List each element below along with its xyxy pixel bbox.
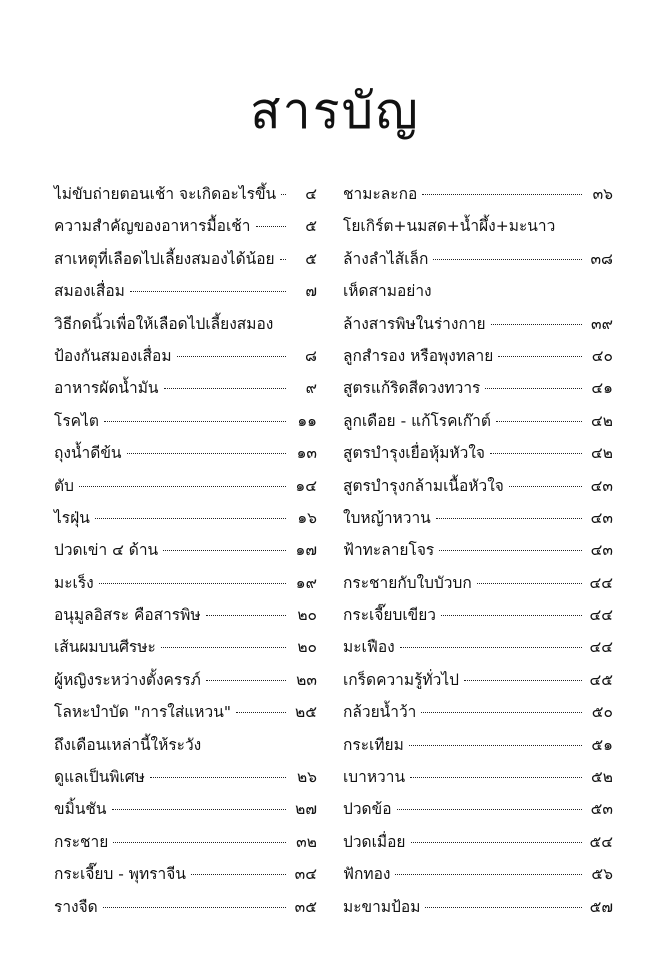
toc-entry [54, 729, 317, 761]
toc-entry-label: ความสำคัญของอาหารมื้อเช้า [54, 217, 251, 236]
toc-entry-label: ไม่ขับถ่ายตอนเช้า จะเกิดอะไรขึ้น [54, 185, 277, 203]
dot-leader [161, 647, 286, 648]
toc-entry-label: รางจืด [54, 897, 98, 916]
dot-leader [397, 809, 582, 810]
toc-entry-label: อาหารผัดน้ำมัน [54, 379, 159, 398]
toc-entry-page-number: ๓๕ [294, 897, 317, 916]
toc-entry-label: กระชาย [54, 832, 109, 851]
toc-entry [343, 243, 613, 275]
toc-entry-page-number: ๕๒ [591, 768, 613, 787]
dot-leader [433, 259, 582, 260]
toc-entry-label: เส้นผมบนศีรษะ [54, 638, 156, 657]
dot-leader [491, 324, 582, 325]
toc-entry-page-number: ๕๖ [591, 865, 613, 884]
toc-entry-label: ลูกสำรอง หรือพุงทลาย [343, 346, 494, 365]
toc-entry [54, 761, 317, 793]
toc-entry-label: กระเทียม [343, 735, 404, 754]
toc-entry-label: ชามะละกอ [343, 185, 418, 203]
toc-entry [54, 470, 317, 502]
toc-entry [54, 405, 317, 437]
toc-entry [343, 340, 613, 372]
toc-entry [343, 599, 613, 631]
toc-entry [343, 437, 613, 469]
dot-leader [104, 421, 286, 422]
toc-entry-page-number: ๔๔ [589, 606, 613, 625]
toc-entry-page-number: ๔๕ [589, 670, 613, 689]
toc-entry-label: สูตรบำรุงกล้ามเนื้อหัวใจ [343, 476, 504, 495]
toc-entry [54, 308, 317, 340]
dot-leader [421, 712, 582, 713]
toc-entry-label: กระเจี๊ยบ - พุทราจีน [54, 865, 186, 884]
toc-entry-page-number: ๓๘ [590, 249, 613, 268]
dot-leader [103, 907, 286, 908]
toc-entry [54, 696, 317, 728]
toc-entry [54, 372, 317, 404]
toc-entry [54, 858, 317, 890]
toc-entry [343, 891, 613, 923]
toc-entry-page-number: ๑๖ [297, 508, 317, 527]
toc-entry [343, 275, 613, 307]
toc-entry-page-number: ๕๗ [589, 897, 613, 916]
toc-entry-page-number: ๕๑ [591, 735, 613, 754]
dot-leader [425, 907, 582, 908]
dot-leader [477, 583, 582, 584]
toc-entry-label: เบาหวาน [343, 768, 406, 787]
toc-entry [54, 275, 317, 307]
toc-entry [54, 826, 317, 858]
dot-leader [395, 874, 582, 875]
toc-entry-page-number: ๔๓ [590, 476, 613, 495]
toc-entry-page-number: ๒๖ [296, 768, 317, 787]
toc-entry-label: ล้างสารพิษในร่างกาย [343, 314, 486, 333]
toc-entry-label: ดูแลเป็นพิเศษ [54, 768, 145, 787]
dot-leader [509, 486, 582, 487]
toc-entry [343, 534, 613, 566]
dot-leader [191, 874, 286, 875]
dot-leader [498, 356, 582, 357]
toc-entry-label: เห็ดสามอย่าง [343, 282, 432, 301]
toc-entry-label: มะขามป้อม [343, 897, 421, 916]
toc-entry-label: สูตรบำรุงเยื่อหุ้มหัวใจ [343, 444, 485, 463]
toc-entry [343, 826, 613, 858]
toc-entry-page-number: ๕ [305, 249, 317, 268]
toc-entry-page-number: ๗ [305, 282, 317, 301]
toc-entry-label: ล้างลำไส้เล็ก [343, 249, 429, 268]
dot-leader [441, 615, 582, 616]
toc-entry-page-number: ๔ [305, 185, 317, 203]
toc-entry-label: สาเหตุที่เลือดไปเลี้ยงสมองได้น้อย [54, 249, 275, 268]
dot-leader [280, 259, 286, 260]
dot-leader [256, 226, 286, 227]
toc-entry [54, 437, 317, 469]
dot-leader [127, 453, 286, 454]
toc-entry-page-number: ๕ [305, 217, 317, 236]
dot-leader [164, 388, 286, 389]
dot-leader [163, 550, 286, 551]
toc-entry-label: ถึงเดือนเหล่านี้ให้ระวัง [54, 735, 202, 754]
toc-entry [343, 502, 613, 534]
toc-entry-page-number: ๑๓ [296, 444, 317, 463]
toc-entry [343, 729, 613, 761]
toc-entry-label: ปวดเมื่อย [343, 832, 406, 851]
toc-entry-page-number: ๕๔ [589, 832, 613, 851]
toc-entry [343, 567, 613, 599]
toc-entry-label: ลูกเดือย - แก้โรคเก๊าต์ [343, 411, 491, 430]
toc-entry [54, 664, 317, 696]
dot-leader [150, 777, 286, 778]
toc-entry [54, 210, 317, 242]
dot-leader [490, 453, 582, 454]
toc-entry-page-number: ๒๐ [297, 606, 317, 625]
toc-entry-label: วิธีกดนิ้วเพื่อให้เลือดไปเลี้ยงสมอง [54, 314, 274, 333]
toc-entry-label: ปวดข้อ [343, 800, 392, 819]
toc-entry-page-number: ๔๓ [590, 508, 613, 527]
toc-entry-label: มะเร็ง [54, 573, 94, 592]
toc-entry-label: กล้วยน้ำว้า [343, 703, 417, 722]
toc-entry-label: โลหะบำบัด "การใส่แหวน" [54, 703, 231, 722]
toc-entry-page-number: ๔๔ [589, 638, 613, 657]
toc-entry-label: ขมิ้นชัน [54, 800, 107, 819]
toc-entry-page-number: ๔๑ [591, 379, 613, 398]
toc-entry-page-number: ๒๗ [295, 800, 317, 819]
toc-entry-label: ฟักทอง [343, 865, 391, 884]
toc-entry-label: ป้องกันสมองเสื่อม [54, 346, 172, 365]
toc-entry-page-number: ๒๕ [295, 703, 317, 722]
toc-entry-label: อนุมูลอิสระ คือสารพิษ [54, 606, 201, 625]
toc-entry [343, 210, 613, 242]
toc-entry-label: ไรฝุ่น [54, 508, 90, 527]
toc-entry-page-number: ๒๓ [296, 670, 317, 689]
toc-entry [343, 308, 613, 340]
dot-leader [236, 712, 286, 713]
toc-entry-page-number: ๔๔ [589, 573, 613, 592]
toc-entry-label: ฟ้าทะลายโจร [343, 541, 435, 560]
toc-entry [54, 631, 317, 663]
dot-leader [436, 518, 582, 519]
dot-leader [112, 809, 286, 810]
toc-entry-label: กระเจี๊ยบเขียว [343, 606, 437, 625]
toc-entry [54, 340, 317, 372]
dot-leader [400, 647, 582, 648]
toc-entry-page-number: ๕๐ [591, 703, 613, 722]
dot-leader [281, 194, 286, 195]
toc-entry-label: โรคไต [54, 411, 99, 430]
toc-entry-page-number: ๑๙ [295, 573, 317, 592]
toc-entry [343, 793, 613, 825]
toc-entry [343, 405, 613, 437]
toc-entry-label: ผู้หญิงระหว่างตั้งครรภ์ [54, 670, 201, 689]
toc-entry-page-number: ๔๒ [591, 411, 613, 430]
toc-entry-label: ถุงน้ำดีข้น [54, 444, 122, 463]
toc-entry [343, 631, 613, 663]
dot-leader [409, 745, 582, 746]
toc-entry-label: มะเฟือง [343, 638, 395, 657]
toc-entry-page-number: ๘ [305, 346, 317, 365]
toc-entry-page-number: ๓๖ [592, 185, 613, 203]
toc-right-column [343, 178, 613, 923]
toc-entry-label: สูตรแก้ริดสีดวงทวาร [343, 379, 481, 398]
toc-entry-page-number: ๓๔ [294, 865, 317, 884]
toc-entry-page-number: ๑๑ [297, 411, 317, 430]
toc-entry-page-number: ๔๓ [590, 541, 613, 560]
dot-leader [464, 680, 582, 681]
toc-entry-page-number: ๔๐ [591, 346, 613, 365]
dot-leader [177, 356, 286, 357]
dot-leader [485, 388, 582, 389]
toc-entry [54, 891, 317, 923]
toc-entry-page-number: ๕๓ [590, 800, 613, 819]
toc-entry [54, 178, 317, 210]
toc-entry [54, 599, 317, 631]
dot-leader [422, 194, 582, 195]
toc-entry [343, 696, 613, 728]
dot-leader [79, 486, 286, 487]
toc-entry [343, 761, 613, 793]
toc-left-column [54, 178, 317, 923]
dot-leader [113, 842, 286, 843]
toc-entry-page-number: ๔๒ [591, 444, 613, 463]
toc-entry-label: ปวดเข่า ๔ ด้าน [54, 541, 159, 560]
toc-entry-page-number: ๙ [305, 379, 317, 398]
toc-entry-page-number: ๓๙ [591, 314, 613, 333]
toc-entry-label: กระชายกับใบบัวบก [343, 573, 472, 592]
toc-entry-label: โยเกิร์ต+นมสด+น้ำผึ้ง+มะนาว [343, 217, 556, 236]
dot-leader [411, 842, 582, 843]
toc-entry [343, 372, 613, 404]
toc-entry-label: เกร็ดความรู้ทั่วไป [343, 670, 459, 689]
toc-entry-page-number: ๒๐ [297, 638, 317, 657]
toc-entry-page-number: ๑๔ [295, 476, 317, 495]
toc-entry [343, 470, 613, 502]
toc-entry [54, 243, 317, 275]
page-title: สารบัญ [250, 82, 420, 140]
toc-entry-label: ตับ [54, 476, 74, 495]
toc-entry [54, 502, 317, 534]
toc-entry [54, 567, 317, 599]
toc-entry [54, 534, 317, 566]
dot-leader [496, 421, 582, 422]
toc-entry-page-number: ๑๗ [295, 541, 317, 560]
dot-leader [410, 777, 582, 778]
toc-entry [343, 664, 613, 696]
dot-leader [95, 518, 286, 519]
dot-leader [206, 680, 286, 681]
toc-entry-label: สมองเสื่อม [54, 282, 125, 301]
dot-leader [99, 583, 286, 584]
toc-entry [343, 858, 613, 890]
toc-entry [343, 178, 613, 210]
toc-entry [54, 793, 317, 825]
dot-leader [130, 291, 286, 292]
dot-leader [206, 615, 286, 616]
toc-entry-label: ใบหญ้าหวาน [343, 508, 431, 527]
dot-leader [439, 550, 582, 551]
toc-entry-page-number: ๓๒ [296, 832, 317, 851]
